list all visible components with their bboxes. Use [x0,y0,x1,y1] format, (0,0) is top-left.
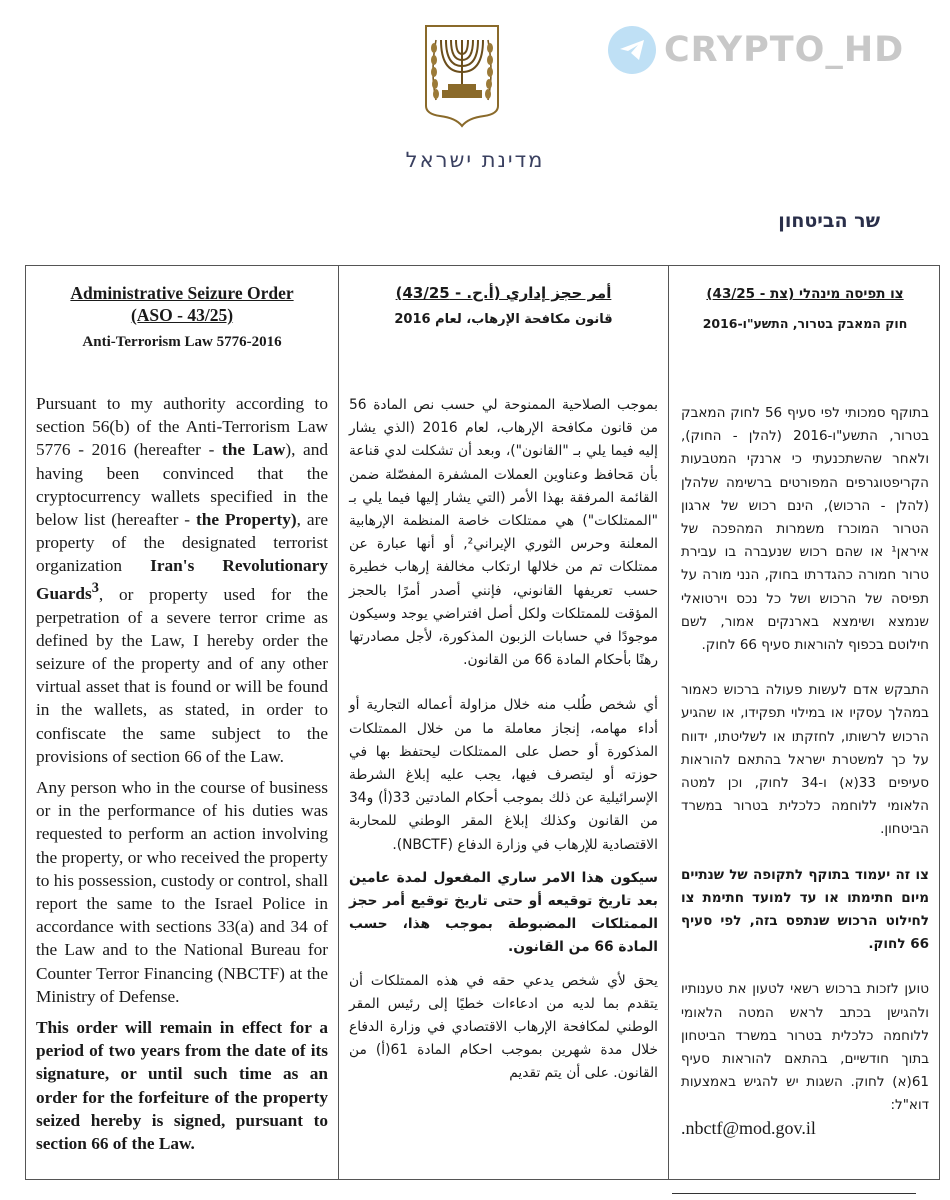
signature-line [672,1193,916,1194]
arabic-law: قانون مكافحة الإرهاب، لعام 2016 [394,312,613,327]
hebrew-paragraph-validity: צו זה יעמוד בתוקף לתקופה של שנתיים מיום חתימתו או עד למועד חתימת צו לחילוט הרכוש שנתפס בזה, לפי סעיף 66 לחוק. [681,866,929,953]
hebrew-title: צו תפיסה מינהלי (צת - 43/25) [706,286,904,302]
arabic-paragraph-reporting: أي شخص طُلب منه خلال مزاولة أعماله التجارية أو أداء مهامه، إنجاز معاملة ما من خلال الممتلكات المذكورة أو حصل على الممتلكات ليحتفظ بها في حوزته أو ليتصرف فيها، يجب عليه إبلاغ الشرطة الإسرائيلية عن ذلك بموجب أحكام المادتين 33(أ) و34 من القانون وكذلك إبلاغ المقر الوطني للمحاربة الاقتصادية للإرهاب في وزارة الدفاع (NBCTF). [349,697,658,853]
telegram-icon [608,26,656,74]
arabic-header [349,284,658,374]
english-header [36,282,328,372]
english-law: Anti-Terrorism Law 5776-2016 [82,334,282,350]
hebrew-header [681,286,929,376]
watermark-text: CRYPTO_HD [664,30,905,70]
arabic-paragraph-authority: بموجب الصلاحية الممنوحة لي حسب نص المادة 56 من قانون مكافحة الإرهاب، لعام 2016 (الذي يشار إليه فيما يلي بـ "القانون")، وبعد أن تشكلت لدي قناعة بأن مَحافظ وعناوين العملات المشفرة المفصّلة ضمن القائمة المرفقة بهذا الأمر (التي يشار إليها فيما يلي بـ "الممتلكات") هي ممتلكات خاصة المنظمة الإرهابية المعلنة وحرس الثوري الإيراني², أو أنها عبارة عن ممتلكات تم من خلالها ارتكاب مخالفة إرهاب خطيرة حسب تعريفها القانوني، فإنني أصدر أمرًا بالحجز المؤقت للممتلكات ولكل أصل افتراضي يوجد وسيكون موجودًا في حسابات الزبون المذكورة، لأجل مصادرتها رهنًا بأحكام المادة 66 من القانون. [349,397,659,669]
office-title: שר הביטחון [778,210,880,232]
english-column [26,266,339,1179]
english-paragraph-reporting: Any person who in the course of business or in the performance of his duties was requested to perform an action involving the property, or who received the property to his possession, custody or control, shall report the same to the Israel Police in accordance with sections 33(a) and 34 of the Law and to the National Bureau for Counter Terror Financing (NBCTF) at the Ministry of Defense. [36,778,328,1006]
english-paragraph-validity: This order will remain in effect for a period of two years from the date of its signature, or until such time as an order for the forfeiture of the property seized hereby is signed, pursuant to section 66 of the Law. [36,1018,328,1154]
hebrew-paragraph-claims: טוען לזכות ברכוש רשאי לטעון את טענותיו ולהגישן בכתב לראש המטה הלאומי ללוחמה כלכלית בטרור במשרד הביטחון בתוך חודשיים, בהתאם להוראות סעיף 61(א) לחוק. השגות יש להגיש באמצעות דוא"ל: [681,981,929,1114]
hebrew-law: חוק המאבק בטרור, התשע"ו-2016 [702,316,908,331]
english-paragraph-authority: Pursuant to my authority according to section 56(b) of the Anti-Terrorism Law 5776 - 2016 (hereafter - the Law), and having been convinced that the cryptocurrency wallets specified in the below list (hereafter - the Property), are property of the designated terrorist organization Iran's Revolutionary Guards$^3$, or property used for the perpetration of a severe terror crime as defined by the Law, I hereby order the seizure of the property and of any other virtual asset that is found or will be found in the wallets, as stated, in order to confiscate the same subject to the provisions of section 66 of the Law. [36,394,328,766]
watermark [608,22,904,78]
english-title: Administrative Seizure Order [70,283,294,303]
arabic-paragraph-validity: سيكون هذا الامر ساري المفعول لمدة عامين بعد تاريخ توقيعه أو حتى تاريخ توقيع أمر حجز الممتلكات المضبوطة بموجب هذا، حسب المادة 66 من القانون. [349,869,658,956]
order-table [25,265,940,1180]
state-name: מדינת ישראל [405,148,545,172]
hebrew-paragraph-authority: בתוקף סמכותי לפי סעיף 56 לחוק המאבק בטרור, התשע"ו-2016 (להלן - החוק), ולאחר שהשתכנעתי כי ארנקי המטבעות הקריפטוגרפים המפורטים ברשימה שלהלן (להלן - הרכוש), הינם רכוש של ארגון הטרור המוכרז משמרות המהפכה של איראן¹ או שהם רכוש שנעברה בו עבירת טרור חמורה כהגדרתו בחוק, הנני מורה על תפיסה של הרכוש ושל כל נכס וירטואלי שנמצא ושימצא בארנקים אמור, לשם חילוטם בכפוף להוראות סעיף 66 לחוק. [681,405,930,654]
hebrew-paragraph-reporting: התבקש אדם לעשות פעולה ברכוש כאמור במהלך עסקיו או במילוי תפקידו, או שהגיע הרכוש לרשותו, לחזקתו או לשליטתו, ידווח על כך למשטרת ישראל בהתאם להוראות סעיפים 33(א) ו-34 לחוק, וכן למטה הלאומי ללוחמה כלכלית בטרור במשרד הביטחון. [681,682,930,838]
arabic-column [339,266,669,1179]
arabic-title: أمر حجز إداري (أ.ح. - 43/25) [395,284,612,302]
english-order-number: (ASO - 43/25) [130,305,234,325]
hebrew-column [669,266,939,1179]
contact-email: .nbctf@mod.gov.il [681,1117,816,1138]
arabic-paragraph-claims: يحق لأي شخص يدعي حقه في هذه الممتلكات أن يتقدم بما لديه من ادعاءات خطيًا إلى رئيس المقر الوطني لمكافحة الإرهاب الاقتصادي في وزارة الدفاع خلال مدة شهرين بموجب احكام المادة 61(أ) من القانون. على أن يتم تقديم [349,972,658,1082]
state-emblem-icon [422,22,502,130]
